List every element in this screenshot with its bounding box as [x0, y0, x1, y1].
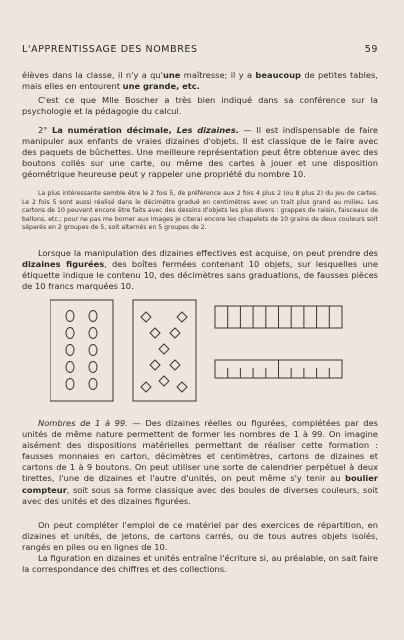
diamond-dot: [150, 360, 160, 370]
oval-dot: [89, 311, 97, 322]
p4-text-c: , des boîtes fermées contenant 10 objets, sur lesquelles une étiquette indique le contenu 10, des décimètres sans graduations, de fausses pièces de 10 francs marquées 10.: [22, 259, 378, 292]
diamond-dot: [141, 312, 151, 322]
p5-heading-italic: Nombres de 1 à 99.: [38, 418, 128, 428]
paragraph-dizaines-figurees: [22, 248, 378, 292]
diamond-dot: [159, 344, 169, 354]
p4-bold: dizaines figurées: [22, 259, 105, 270]
figure-dizaines: [50, 298, 350, 402]
oval-dot: [66, 328, 74, 339]
p1-bold-une: une: [162, 70, 181, 80]
p5-text-c: , soit sous sa forme classique avec des boules de diverses couleurs, soit avec des unités et des dizaines figurées.: [22, 484, 378, 506]
p1-text-a: élèves dans la classe, il n'y a qu': [22, 70, 163, 80]
paragraph-numeration: [22, 125, 378, 180]
p3-text: — Il est indispensable de faire manipuler aux enfants de vraies dizaines d'objets. Il est classique de le faire avec des paquets de bûchettes. Une meilleure représentation peut être obtenue avec des boutons collés sur une carte, ou même des cartes à jouer et une disposition géométrique heureuse peut y rappeler une propriété du nombre 10.: [22, 125, 378, 180]
paragraph-1: [22, 70, 378, 92]
oval-dot: [66, 311, 74, 322]
page-number: 59: [364, 44, 378, 55]
p3-heading: La numération décimale,: [51, 125, 177, 135]
paragraph-nombres-1-99: [22, 418, 378, 507]
card-ovals: [50, 300, 113, 401]
oval-dot: [66, 379, 74, 390]
diamond-dot: [170, 328, 180, 338]
paragraph-2: C'est ce que Mlle Boscher a très bien indiqué dans sa conférence sur la psychologie et la pédagogie du calcul.: [22, 95, 378, 117]
paragraph-repartition: On peut compléter l'emploi de ce matériel par des exercices de répartition, en dizaines et unités, de jetons, de cartons carrés, ou de tous autres objets isolés, rangés en piles ou en lignes de 10.: [22, 520, 378, 553]
diamond-dot: [141, 382, 151, 392]
p5-bold-boulier: boulier compteur: [22, 473, 378, 495]
diamond-dot: [170, 360, 180, 370]
p3-number: 2°: [38, 125, 52, 135]
oval-dot: [89, 345, 97, 356]
diamond-dot: [150, 328, 160, 338]
p1-text-c: maîtresse; il y a: [180, 70, 256, 80]
oval-dot: [66, 362, 74, 373]
p1-bold-une-grande: une grande, etc.: [122, 81, 200, 92]
oval-dot: [66, 345, 74, 356]
p5-text-a: — Des dizaines réelles ou figurées, complétées par des unités de même nature permettent de former les nombres de 1 à 99. On imagine aisément des dispositions matérielles permettant de réaliser cette formation : fausses monnaies en carton, décimètres et centimètres, cartons de dizaines et cartons de 1 à 9 boutons. On peut utiliser une sorte de calendrier perpétuel à deux tirettes, l'une de dizaines et l'autre d'unités, on peut même s'y tenir au: [22, 418, 378, 484]
page-header: [22, 44, 378, 58]
p1-bold-beaucoup: beaucoup: [255, 70, 301, 80]
oval-dot: [89, 362, 97, 373]
oval-dot: [89, 379, 97, 390]
p3-heading-italic: Les dizaines.: [176, 125, 239, 135]
p1-text-d: de petites tables, mais elles en entourent: [22, 70, 378, 92]
diamond-dot: [177, 312, 187, 322]
p4-text-a: Lorsque la manipulation des dizaines effectives est acquise, on peut prendre des: [38, 248, 378, 258]
paragraph-figuration: La figuration en dizaines et unités entraîne l'écriture si, au préalable, on sait faire la correspondance des chiffres et des collections.: [22, 553, 378, 575]
diamond-dot: [159, 376, 169, 386]
footnote-paragraph: La plus intéressante semble être le 2 fois 5, de préférence aux 2 fois 4 plus 2 (ou 8 plus 2) du jeu de cartes. Le 2 fois 5 sont aussi réalisé dans le décimètre gradué en centimètres avec un trait plus grand au milieu. Les cartons de 10 peuvent encore être faits avec des dessins d'objets les plus divers : grappes de raisin, faisceaux de ballons, etc.; pour ne pas me borner aux images je citerai encore les chapelets de 10 grains de deux couleurs soit séparés en 2 groupes de 5, soit alternés en 5 groupes de 2.: [22, 190, 378, 232]
diamond-dot: [177, 382, 187, 392]
running-title: L'APPRENTISSAGE DES NOMBRES: [22, 44, 198, 55]
oval-dot: [89, 328, 97, 339]
